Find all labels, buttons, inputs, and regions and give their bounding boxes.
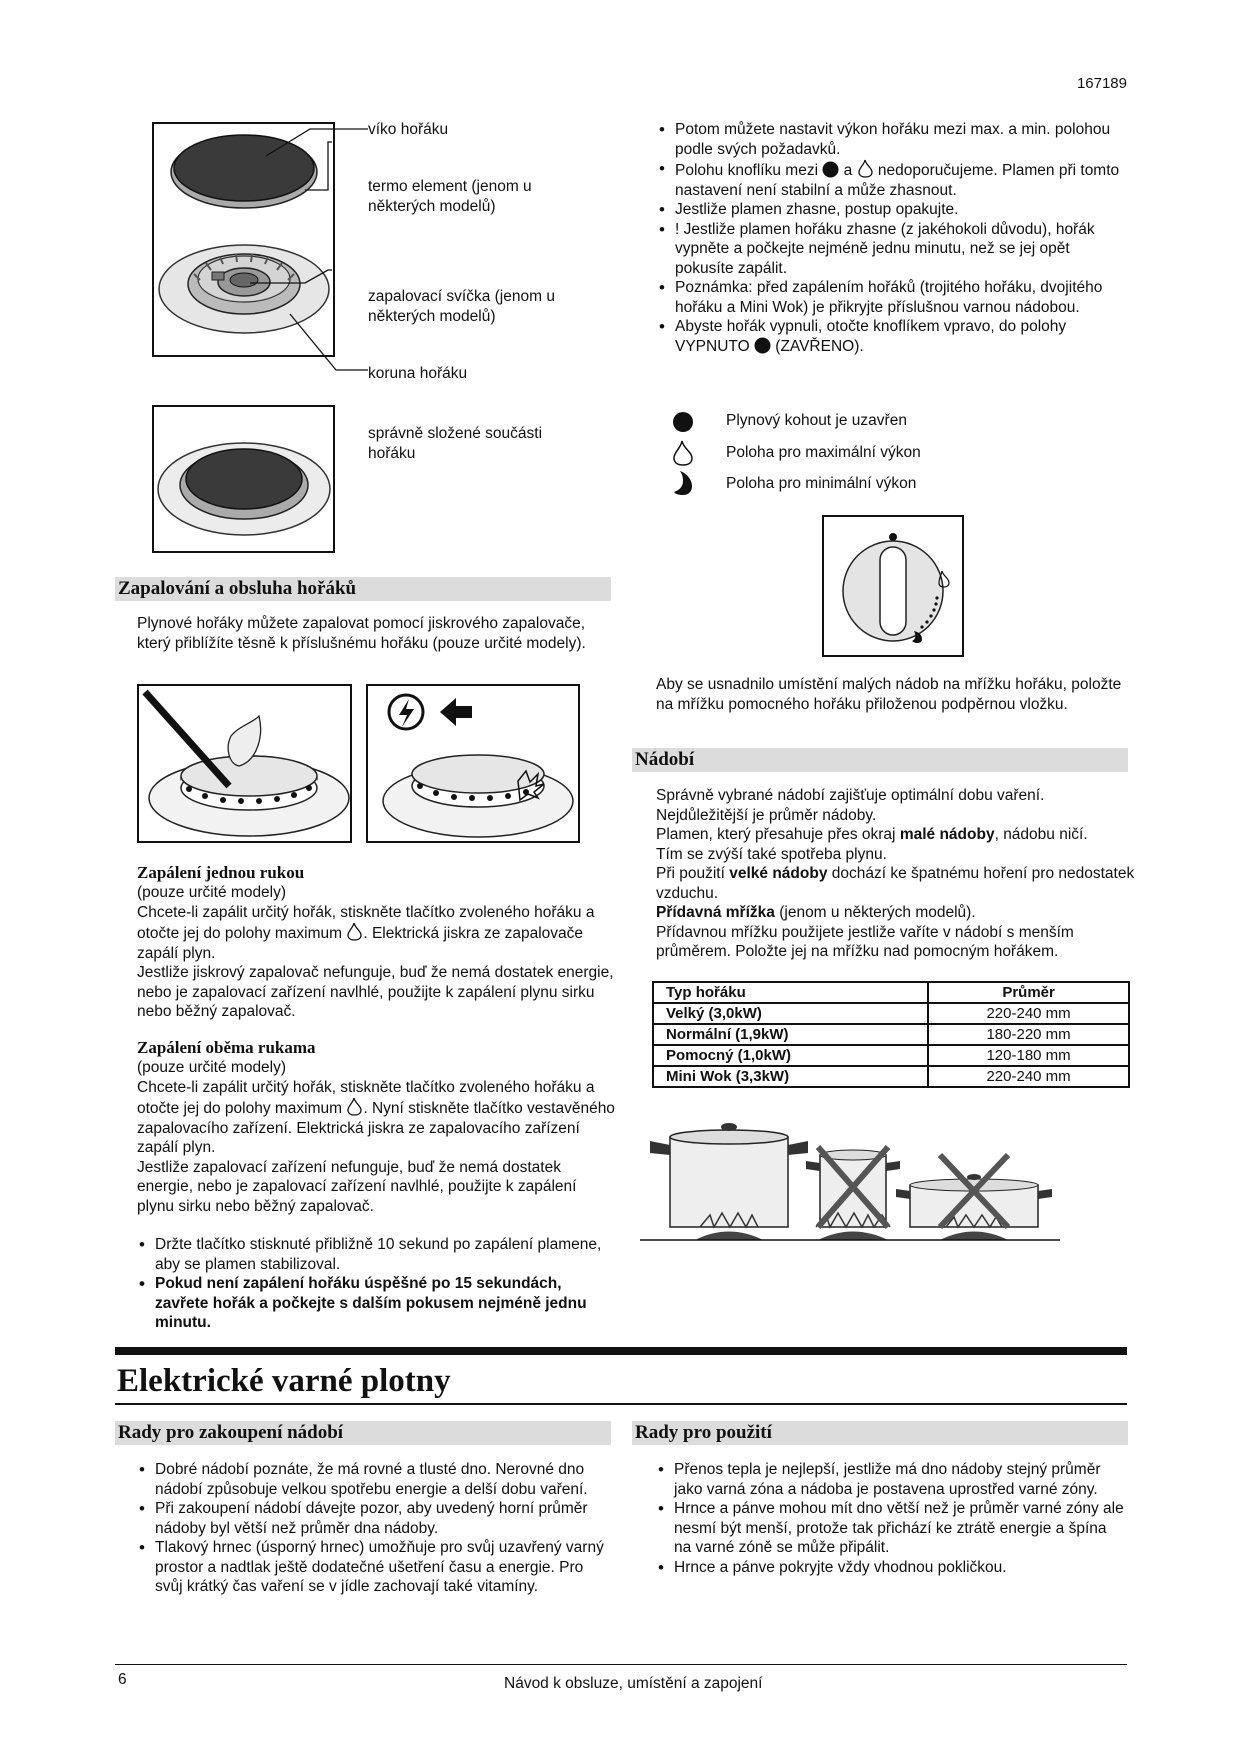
- label-burner-cap: víko hořáku: [368, 121, 449, 138]
- ignition-lighter-figure: [137, 684, 352, 843]
- bullet-diameter: • Při zakoupení nádobí dávejte pozor, aby uvedený horní průměr nádoby byl větší než průměr dna nádoby.: [137, 1499, 607, 1538]
- page-number: 6: [118, 1671, 127, 1688]
- table-header-row: [653, 982, 1129, 1003]
- legend-closed: Plynový kohout je uzavřen: [726, 412, 907, 429]
- bullet-flat-bottom: • Dobré nádobí poznáte, že má rovné a tlusté dno. Nerovné dno nádobí způsobuje velkou spotřebu energie a delší dobu vaření.: [137, 1460, 607, 1499]
- cookware-heading: Nádobí: [632, 748, 1128, 772]
- ignition-button-figure: [366, 684, 580, 843]
- label-spark-plug: zapalovací svíčka (jenom u některých modelů): [368, 288, 555, 325]
- off-position-icon: [754, 337, 771, 354]
- control-knob-drawing: [824, 517, 962, 655]
- label-burner-crown: koruna hořáku: [368, 365, 468, 382]
- table-row: Velký (3,0kW) 220-240 mm: [653, 1003, 1129, 1024]
- burner-assembled-figure: [152, 405, 335, 553]
- bullet-power-setting: • Potom můžete nastavit výkon hořáku mezi max. a min. polohou podle svých požadavků.: [657, 120, 1127, 159]
- closed-position-icon: [822, 161, 839, 178]
- small-pot-crossed: [806, 1147, 900, 1240]
- bullet-unsuccessful-ignition: • Pokud není zapálení hořáku úspěšné po 15 sekundách, zavřete hořák a počkejte s dalším pokusem nejméně jednu minutu.: [137, 1274, 607, 1333]
- bullet-heat-transfer: • Přenos tepla je nejlepší, jestliže má dno nádoby stejný průměr jako varná zóna a nádoba je postavena uprostřed varné zóny.: [656, 1460, 1126, 1499]
- bullet-knob-position: • Polohu knoflíku mezi a nedoporučujeme. Plamen při tomto nastavení není stabilní a může zhasnout.: [657, 159, 1127, 200]
- knob-figure: [822, 515, 964, 657]
- bullet-hold-button: • Držte tlačítko stisknuté přibližně 10 sekund po zapálení plamene, aby se plamen stabilizoval.: [137, 1235, 607, 1274]
- ignition-bullets: [137, 1235, 607, 1333]
- table-row: Pomocný (1,0kW) 120-180 mm: [653, 1045, 1129, 1066]
- table-header: Průměr: [928, 982, 1129, 1003]
- max-flame-icon: [346, 1097, 363, 1116]
- bullet-note-cover: • Poznámka: před zapálením hořáků (trojitého hořáku, dvojitého hořáku a Mini Wok) je přikryjte příslušnou varnou nádobou.: [657, 278, 1127, 317]
- use-advice-bullets: [656, 1460, 1126, 1577]
- bullet-flame-out-repeat: • Jestliže plamen zhasne, postup opakujte.: [657, 200, 1127, 220]
- one-hand-title: Zapálení jednou rukou: [137, 863, 305, 882]
- bullet-pressure-cooker: • Tlakový hrnec (úsporný hrnec) umožňuje pro svůj uzavřený varný prostor a nadtlak ještě dodatečné ušetření času a energie. Pro svůj krátký čas vaření se v jídle zachovají také vitamíny.: [137, 1538, 607, 1597]
- footer-rule: [115, 1664, 1127, 1665]
- use-advice-heading: Rady pro použití: [632, 1421, 1128, 1445]
- label-thermo-element: termo element (jenom u některých modelů): [368, 178, 532, 215]
- correct-pot: [650, 1123, 808, 1240]
- min-power-icon: [672, 470, 694, 496]
- one-hand-body: (pouze určité modely) Chcete-li zapálit určitý hořák, stiskněte tlačítko zvoleného hořáku a otočte jej do polohy maximum . Elektrická jiskra ze zapalovače zapálí plyn. Jestliže jiskrový zapalovač nefunguje, buď že nemá dostatek energie, nebo je zapalovací zařízení navlhlé, použijte k zapálení plynu sirku nebo běžný zapalovač.: [137, 884, 614, 1020]
- title-rule-top: [115, 1347, 1127, 1355]
- buy-advice-heading: Rady pro zakoupení nádobí: [115, 1421, 611, 1445]
- bullet-turn-off: • Abyste hořák vypnuli, otočte knoflíkem vpravo, do polohy VYPNUTO (ZAVŘENO).: [657, 317, 1127, 356]
- electric-title: Elektrické varné plotny: [117, 1363, 451, 1399]
- bullet-pot-size: • Hrnce a pánve mohou mít dno větší než je průměr varné zóny ale nesmí být menší, protože tak přichází ke ztrátě energie a špína na varné zóně se může připálit.: [656, 1499, 1126, 1558]
- lighter-ignition-drawing: [139, 686, 350, 841]
- footer-title: Návod k obsluze, umístění a zapojení: [504, 1675, 763, 1692]
- cookware-body: Správně vybrané nádobí zajišťuje optimální dobu vaření. Nejdůležitější je průměr nádoby. Plamen, který přesahuje přes okraj malé nádoby, nádobu ničí. Tím se zvýší také spotřeba plynu. Při použití velké nádoby dochází ke špatnému hoření pro nedostatek vzduchu. Přídavná mřížka (jenom u některých modelů). Přídavnou mřížku použijete jestliže vaříte v nádobí s menším průměrem. Položte jej na mřížku nad pomocným hořákem.: [656, 787, 1135, 960]
- closed-tap-icon: [672, 411, 694, 433]
- max-flame-icon: [346, 922, 363, 941]
- small-pots-note: Aby se usnadnilo umístění malých nádob na mřížku hořáku, položte na mřížku pomocného hořáku přiloženou podpěrnou vložku.: [656, 676, 1122, 713]
- gas-usage-bullets: [657, 120, 1127, 356]
- burner-assembled-drawing: [154, 407, 333, 551]
- pot-size-illustration: [640, 1115, 1060, 1250]
- max-power-icon: [672, 440, 694, 466]
- label-assembled-parts: správně složené součásti hořáku: [368, 425, 543, 462]
- two-hands-body: (pouze určité modely) Chcete-li zapálit určitý hořák, stiskněte tlačítko zvoleného hořáku a otočte jej do polohy maximum . Nyní stiskněte tlačítko vestavěného zapalovacího zařízení. Elektrická jiskra ze zapalovacího zařízení zapálí plyn. Jestliže zapalovací zařízení nefunguje, buď že nemá dostatek energie, nebo je zapalovací zařízení navlhlé, použijte k zapálení plynu sirku nebo běžný zapalovač.: [137, 1059, 615, 1215]
- leader-lines: [250, 120, 370, 380]
- two-hands-title: Zapálení oběma rukama: [137, 1038, 316, 1057]
- table-row: Normální (1,9kW) 180-220 mm: [653, 1024, 1129, 1045]
- title-rule-bottom: [115, 1403, 1127, 1405]
- table-header: Typ hořáku: [653, 982, 928, 1003]
- legend-min: Poloha pro minimální výkon: [726, 475, 917, 492]
- page-code: 167189: [1076, 75, 1127, 92]
- buy-advice-bullets: [137, 1460, 607, 1597]
- bullet-flame-out-wait: • ! Jestliže plamen hořáku zhasne (z jakéhokoli důvodu), hořák vypněte a počkejte nejméně jednu minutu, než se jej opět pokusíte zapálit.: [657, 220, 1127, 279]
- bullet-use-lid: • Hrnce a pánve pokryjte vždy vhodnou pokličkou.: [656, 1558, 1126, 1578]
- ignition-heading: Zapalování a obsluha hořáků: [115, 577, 611, 601]
- ignition-intro: Plynové hořáky můžete zapalovat pomocí jiskrového zapalovače, který přiblížíte těsně k příslušnému hořáku (pouze určité modely).: [137, 615, 586, 652]
- max-flame-icon: [857, 159, 874, 178]
- wide-pot-crossed: [896, 1155, 1052, 1240]
- burner-diameter-table: [652, 981, 1130, 1088]
- table-row: Mini Wok (3,3kW) 220-240 mm: [653, 1066, 1129, 1087]
- button-ignition-drawing: [368, 686, 578, 841]
- legend-max: Poloha pro maximální výkon: [726, 444, 921, 461]
